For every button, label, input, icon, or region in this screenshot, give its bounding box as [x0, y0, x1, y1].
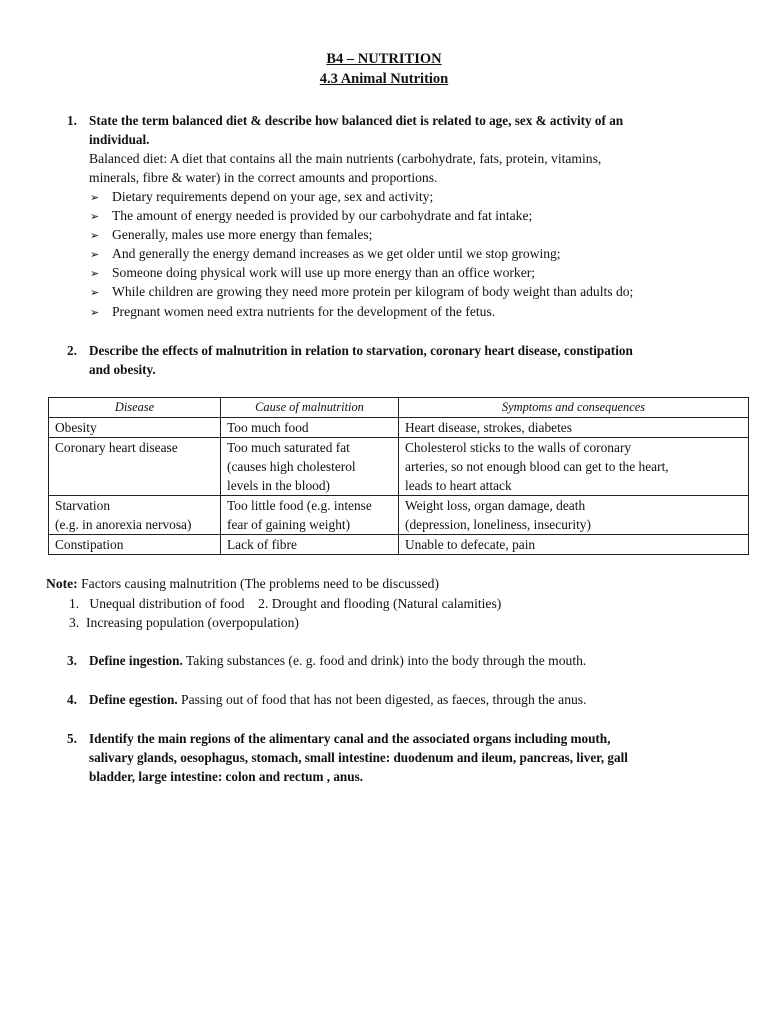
- note-factors-line-2: 3. Increasing population (overpopulation): [69, 615, 299, 630]
- question-1-line-2: individual.: [89, 132, 150, 147]
- disease-cell: Coronary heart disease: [49, 438, 221, 496]
- question-4-label: Define egestion.: [89, 692, 178, 707]
- egestion-definition: Passing out of food that has not been digested, as faeces, through the anus.: [177, 692, 587, 707]
- question-1-line-1: State the term balanced diet & describe how balanced diet is related to age, sex & activity of an: [89, 113, 624, 128]
- bullet-item: ➢ The amount of energy needed is provided by our carbohydrate and fat intake;: [90, 206, 730, 226]
- column-header: Disease: [49, 398, 221, 418]
- bullet-item: ➢ While children are growing they need more protein per kilogram of body weight than adults do;: [90, 282, 730, 302]
- arrow-bullet-icon: ➢: [90, 306, 100, 319]
- column-header: Cause of malnutrition: [221, 398, 399, 418]
- cause-cell: Too little food (e.g. intense fear of gaining weight): [221, 496, 399, 535]
- disease-cell: Constipation: [49, 535, 221, 555]
- ingestion-definition: Taking substances (e. g. food and drink) into the body through the mouth.: [182, 653, 587, 668]
- arrow-bullet-icon: ➢: [90, 210, 100, 223]
- question-number: 3.: [67, 653, 77, 668]
- disease-cell: Starvation (e.g. in anorexia nervosa): [49, 496, 221, 535]
- disease-cell: Obesity: [49, 418, 221, 438]
- bullet-item: ➢ And generally the energy demand increases as we get older until we stop growing;: [90, 244, 730, 264]
- bullet-item: ➢ Dietary requirements depend on your age, sex and activity;: [90, 187, 730, 207]
- table-row: [49, 418, 749, 438]
- arrow-bullet-icon: ➢: [90, 267, 100, 280]
- symptoms-cell: Weight loss, organ damage, death (depression, loneliness, insecurity): [399, 496, 749, 535]
- arrow-bullet-icon: ➢: [90, 248, 100, 261]
- table-header-row: [49, 398, 749, 418]
- symptoms-cell: Cholesterol sticks to the walls of coronary arteries, so not enough blood can get to the heart, leads to heart attack: [399, 438, 749, 496]
- cause-cell: Too much food: [221, 418, 399, 438]
- question-number: 5.: [67, 731, 77, 746]
- note-label: Note:: [46, 576, 78, 591]
- arrow-bullet-icon: ➢: [90, 286, 100, 299]
- question-5-line-1: Identify the main regions of the alimentary canal and the associated organs including mouth,: [89, 731, 611, 746]
- balanced-diet-definition-line-2: minerals, fibre & water) in the correct amounts and proportions.: [89, 170, 438, 185]
- cause-cell: Too much saturated fat (causes high cholesterol levels in the blood): [221, 438, 399, 496]
- table-row: [49, 535, 749, 555]
- question-2-line-1: Describe the effects of malnutrition in relation to starvation, coronary heart disease, constipation: [89, 343, 633, 358]
- question-number: 2.: [67, 343, 77, 358]
- question-5-line-3: bladder, large intestine: colon and rectum , anus.: [89, 769, 364, 784]
- cause-cell: Lack of fibre: [221, 535, 399, 555]
- question-3-label: Define ingestion.: [89, 653, 183, 668]
- note-text: Factors causing malnutrition (The problems need to be discussed): [77, 576, 439, 591]
- symptoms-cell: Heart disease, strokes, diabetes: [399, 418, 749, 438]
- arrow-bullet-icon: ➢: [90, 229, 100, 242]
- page-subtitle: 4.3 Animal Nutrition: [319, 71, 449, 87]
- symptoms-cell: Unable to defecate, pain: [399, 535, 749, 555]
- balanced-diet-definition-line-1: Balanced diet: A diet that contains all the main nutrients (carbohydrate, fats, protein, vitamins,: [89, 151, 602, 166]
- malnutrition-table: [48, 397, 749, 555]
- bullet-item: ➢ Someone doing physical work will use up more energy than an office worker;: [90, 263, 730, 283]
- bullet-item: ➢ Generally, males use more energy than females;: [90, 225, 730, 245]
- table-row: [49, 438, 749, 496]
- question-number: 4.: [67, 692, 77, 707]
- column-header: Symptoms and consequences: [399, 398, 749, 418]
- note-factors-line-1: 1. Unequal distribution of food 2. Drought and flooding (Natural calamities): [69, 596, 502, 611]
- question-number: 1.: [67, 113, 77, 128]
- table-row: [49, 496, 749, 535]
- question-5-line-2: salivary glands, oesophagus, stomach, small intestine: duodenum and ileum, pancreas, liver, gall: [89, 750, 628, 765]
- page-title: B4 – NUTRITION: [326, 51, 442, 67]
- bullet-item: ➢ Pregnant women need extra nutrients for the development of the fetus.: [90, 302, 730, 322]
- arrow-bullet-icon: ➢: [90, 191, 100, 204]
- note-line: [46, 574, 746, 593]
- question-2-line-2: and obesity.: [89, 362, 156, 377]
